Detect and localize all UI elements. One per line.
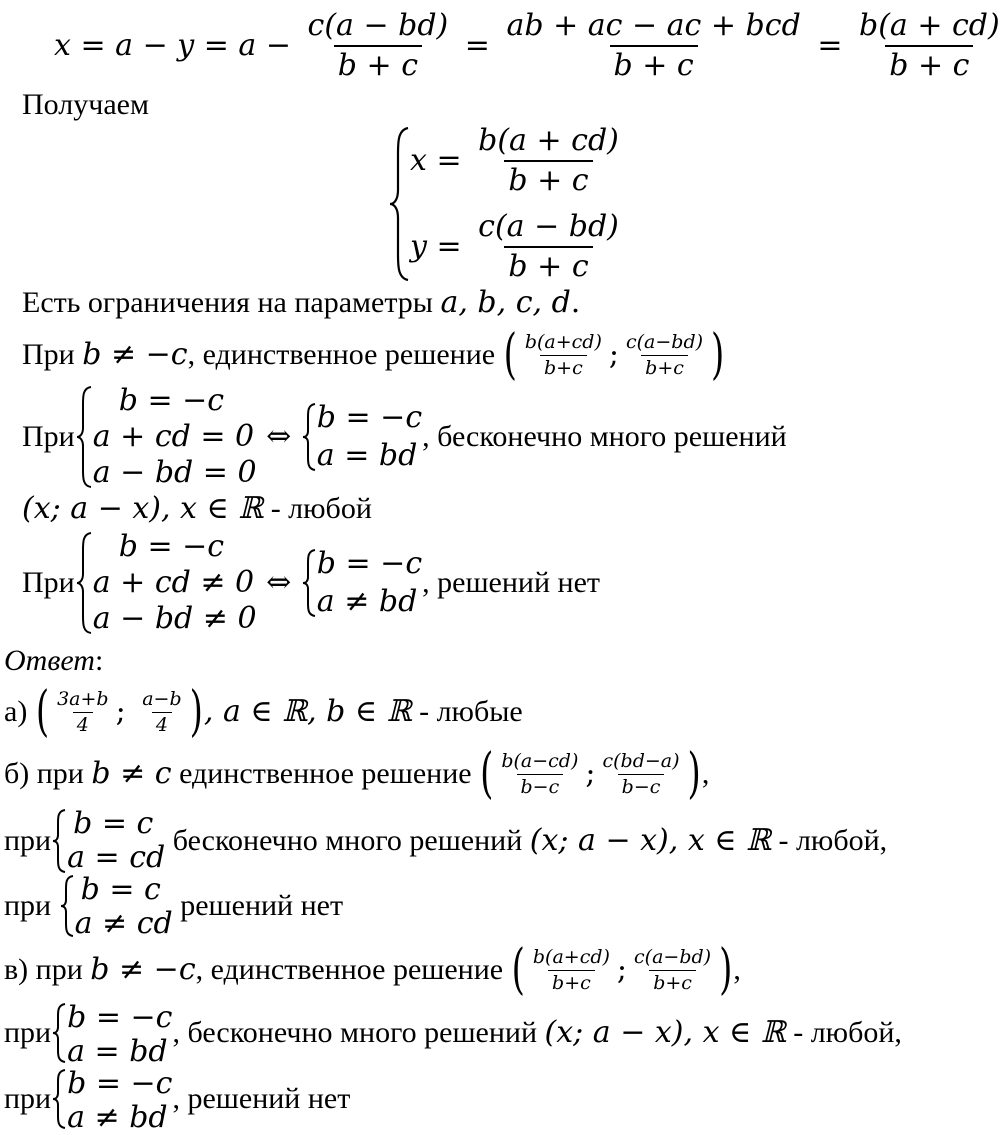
system-rows (67, 1066, 173, 1135)
fraction-y (622, 330, 707, 379)
fraction-numerator: b(a+cd) (524, 330, 602, 353)
fraction-numerator: b(a+cd) (532, 945, 610, 968)
system-rows (410, 124, 626, 284)
solution-pair (479, 742, 702, 806)
period: . (570, 285, 581, 320)
left-paren: ( (35, 680, 50, 744)
fraction-numerator: c(a−bd) (634, 945, 712, 968)
case-infinite-solutions (22, 384, 787, 490)
fraction-denominator: 4 (73, 712, 93, 735)
condition: b ≠ −c (82, 337, 188, 372)
equivalence-sign: ⇔ (256, 419, 301, 454)
var-a: a (115, 28, 134, 63)
pri-text: при (4, 824, 52, 857)
item-label: в) при (4, 953, 91, 986)
fraction-numerator: ab + ac − ac + bcd (506, 8, 801, 43)
system-row: a = cd (67, 840, 166, 875)
fraction-numerator: 3a+b (57, 687, 109, 710)
system-row: a + cd = 0 (92, 419, 255, 454)
limits-text: Есть ограничения на параметры (22, 286, 441, 319)
fraction-denominator: b−c (618, 774, 665, 797)
fraction-2 (502, 8, 804, 83)
result-system (388, 124, 626, 284)
fraction-denominator: b + c (504, 246, 592, 282)
system-row: a = bd (316, 438, 418, 473)
equals-sign: = (807, 28, 852, 63)
separator: ; (616, 952, 628, 987)
fraction-numerator: b(a + cd) (859, 8, 1000, 43)
pri-text: При (22, 566, 75, 599)
right-paren: ) (189, 680, 203, 744)
infinite-solution-form (22, 492, 372, 526)
system-row: a − bd ≠ 0 (92, 601, 257, 636)
system-2 (51, 1066, 173, 1135)
case-text: решений нет (172, 889, 344, 922)
case-text: , бесконечно много решений (172, 1016, 545, 1049)
system-2 (51, 807, 165, 875)
minus-sign: − (256, 28, 301, 63)
system-3 (75, 384, 257, 490)
left-paren: ( (511, 938, 525, 1002)
any-text: - любой (263, 492, 372, 525)
system-row: b = c (73, 806, 154, 841)
system-row: b = −c (67, 1000, 173, 1035)
comma: , (733, 953, 741, 986)
system-row: a − bd = 0 (92, 455, 257, 490)
system-row: a + cd ≠ 0 (92, 565, 255, 600)
left-brace-icon (75, 530, 93, 636)
text-poluchaem: Получаем (22, 88, 149, 121)
answer-a (4, 682, 523, 742)
fraction-3 (855, 8, 1004, 83)
fraction-denominator: b + c (610, 45, 698, 81)
left-brace-icon (51, 1067, 67, 1131)
case-text: , единственное решение (187, 338, 503, 371)
any-text: - любой, (785, 1016, 902, 1049)
fraction-y (474, 209, 623, 284)
system-rows (67, 807, 165, 875)
fraction-1 (304, 8, 453, 83)
equation-x-derivation (54, 6, 1007, 86)
any-text: - любые (411, 695, 523, 728)
fraction-x (521, 330, 606, 379)
answer-label: Ответ (4, 644, 95, 677)
system-2 (301, 401, 422, 473)
fraction-denominator: b+c (649, 970, 696, 993)
fraction-denominator: b+c (540, 355, 587, 378)
pri-text: При (22, 338, 83, 371)
parameter-limits-line (22, 286, 580, 320)
solution-pair (511, 938, 734, 1002)
system-row: a ≠ bd (316, 584, 418, 619)
condition: b ≠ c (91, 756, 172, 791)
solution-pair (35, 680, 204, 744)
case-unique-solution (22, 323, 725, 387)
system-2 (301, 547, 422, 619)
system-row: b = −c (316, 546, 423, 581)
left-brace-icon (51, 1001, 67, 1065)
answer-v-unique (4, 940, 741, 1000)
lhs-y: y = (410, 229, 472, 264)
answer-v-none (4, 1066, 351, 1135)
fraction-x (497, 749, 582, 798)
fraction-x (474, 123, 623, 198)
fraction-y (630, 945, 715, 994)
system-rows (75, 873, 173, 939)
any-text: - любой, (770, 824, 888, 857)
system-2 (51, 1000, 173, 1069)
left-brace-icon (75, 384, 93, 490)
right-paren: ) (719, 938, 733, 1002)
var-a: a (238, 28, 257, 63)
equals-sign: = (70, 28, 116, 63)
comma: , (701, 757, 710, 790)
minus-sign: − (133, 28, 178, 63)
right-paren: ) (687, 742, 701, 806)
separator: ; (585, 756, 596, 791)
fraction-y (599, 749, 684, 798)
fraction-denominator: b+c (641, 355, 688, 378)
fraction-x (529, 945, 614, 994)
fraction-numerator: c(a − bd) (307, 8, 449, 43)
solution-pair (503, 323, 726, 387)
left-brace-icon (51, 807, 67, 875)
fraction-denominator: b−c (517, 774, 564, 797)
left-brace-icon (301, 401, 317, 473)
right-paren: ) (711, 323, 725, 387)
system-row: a = bd (67, 1034, 168, 1069)
case-text: , решений нет (422, 566, 601, 599)
system-rows (93, 384, 257, 490)
equals-sign: = (194, 28, 239, 63)
system-rows (317, 401, 422, 473)
pri-text: При (22, 420, 75, 453)
case-text: , бесконечно много решений (422, 420, 787, 453)
system-row: b = −c (118, 383, 225, 418)
fraction-denominator: b + c (885, 45, 973, 81)
fraction-y (138, 687, 185, 736)
var-x: x (54, 28, 71, 63)
condition: b ≠ −c (90, 952, 196, 987)
fraction-numerator: b(a + cd) (478, 123, 619, 158)
answer-b-none (4, 872, 343, 940)
system-rows (93, 530, 257, 636)
case-no-solutions (22, 530, 600, 636)
fraction-numerator: c(a−bd) (626, 330, 704, 353)
separator: ; (115, 694, 136, 729)
case-text: , единственное решение (195, 953, 511, 986)
left-paren: ( (480, 742, 494, 806)
item-label: а) (4, 695, 35, 728)
pri-text: при (4, 889, 59, 922)
answer-b-unique (4, 744, 709, 804)
system-row: b = −c (67, 1066, 173, 1101)
system-row: b = −c (118, 529, 225, 564)
item-label: б) при (4, 757, 92, 790)
answer-heading (4, 644, 103, 678)
var-y: y (177, 28, 195, 63)
fraction-denominator: b + c (334, 45, 422, 81)
case-text: единственное решение (171, 757, 480, 790)
domain-condition: , a ∈ ℝ, b ∈ ℝ (203, 694, 412, 729)
fraction-numerator: a−b (142, 687, 182, 710)
colon: : (94, 644, 104, 677)
fraction-denominator: b + c (504, 160, 592, 196)
system-rows (67, 1000, 173, 1069)
left-brace-icon (59, 873, 75, 939)
pri-text: при (4, 1082, 52, 1115)
case-text: , решений нет (172, 1082, 351, 1115)
system-row: a ≠ cd (74, 906, 173, 941)
lhs-x: x = (410, 143, 472, 178)
system-3 (75, 530, 257, 636)
system-rows (317, 547, 422, 619)
pri-text: при (4, 1016, 52, 1049)
fraction-denominator: b+c (548, 970, 595, 993)
separator: ; (608, 337, 619, 372)
answer-v-infinite (4, 1000, 902, 1069)
fraction-x (53, 687, 113, 736)
equivalence-sign: ⇔ (256, 565, 301, 600)
fraction-denominator: 4 (152, 712, 172, 735)
fraction-numerator: c(a − bd) (478, 209, 619, 244)
fraction-numerator: b(a−cd) (501, 749, 579, 772)
system-row: a ≠ bd (67, 1100, 168, 1135)
solution-form: (x; a − x), x ∈ ℝ (529, 823, 771, 858)
solution-form: (x; a − x), x ∈ ℝ (22, 491, 264, 526)
answer-b-infinite (4, 806, 887, 876)
system-row: b = −c (316, 400, 423, 435)
left-brace-icon (388, 124, 410, 284)
system-2 (59, 873, 173, 939)
system-row: b = c (80, 872, 161, 907)
parameter-list: a, b, c, d (440, 285, 571, 320)
left-brace-icon (301, 547, 317, 619)
case-text: бесконечно много решений (165, 824, 530, 857)
solution-form: (x; a − x), x ∈ ℝ (544, 1015, 786, 1050)
system-brace (388, 124, 626, 284)
left-paren: ( (503, 323, 517, 387)
equals-sign: = (455, 28, 500, 63)
fraction-numerator: c(bd−a) (602, 749, 680, 772)
